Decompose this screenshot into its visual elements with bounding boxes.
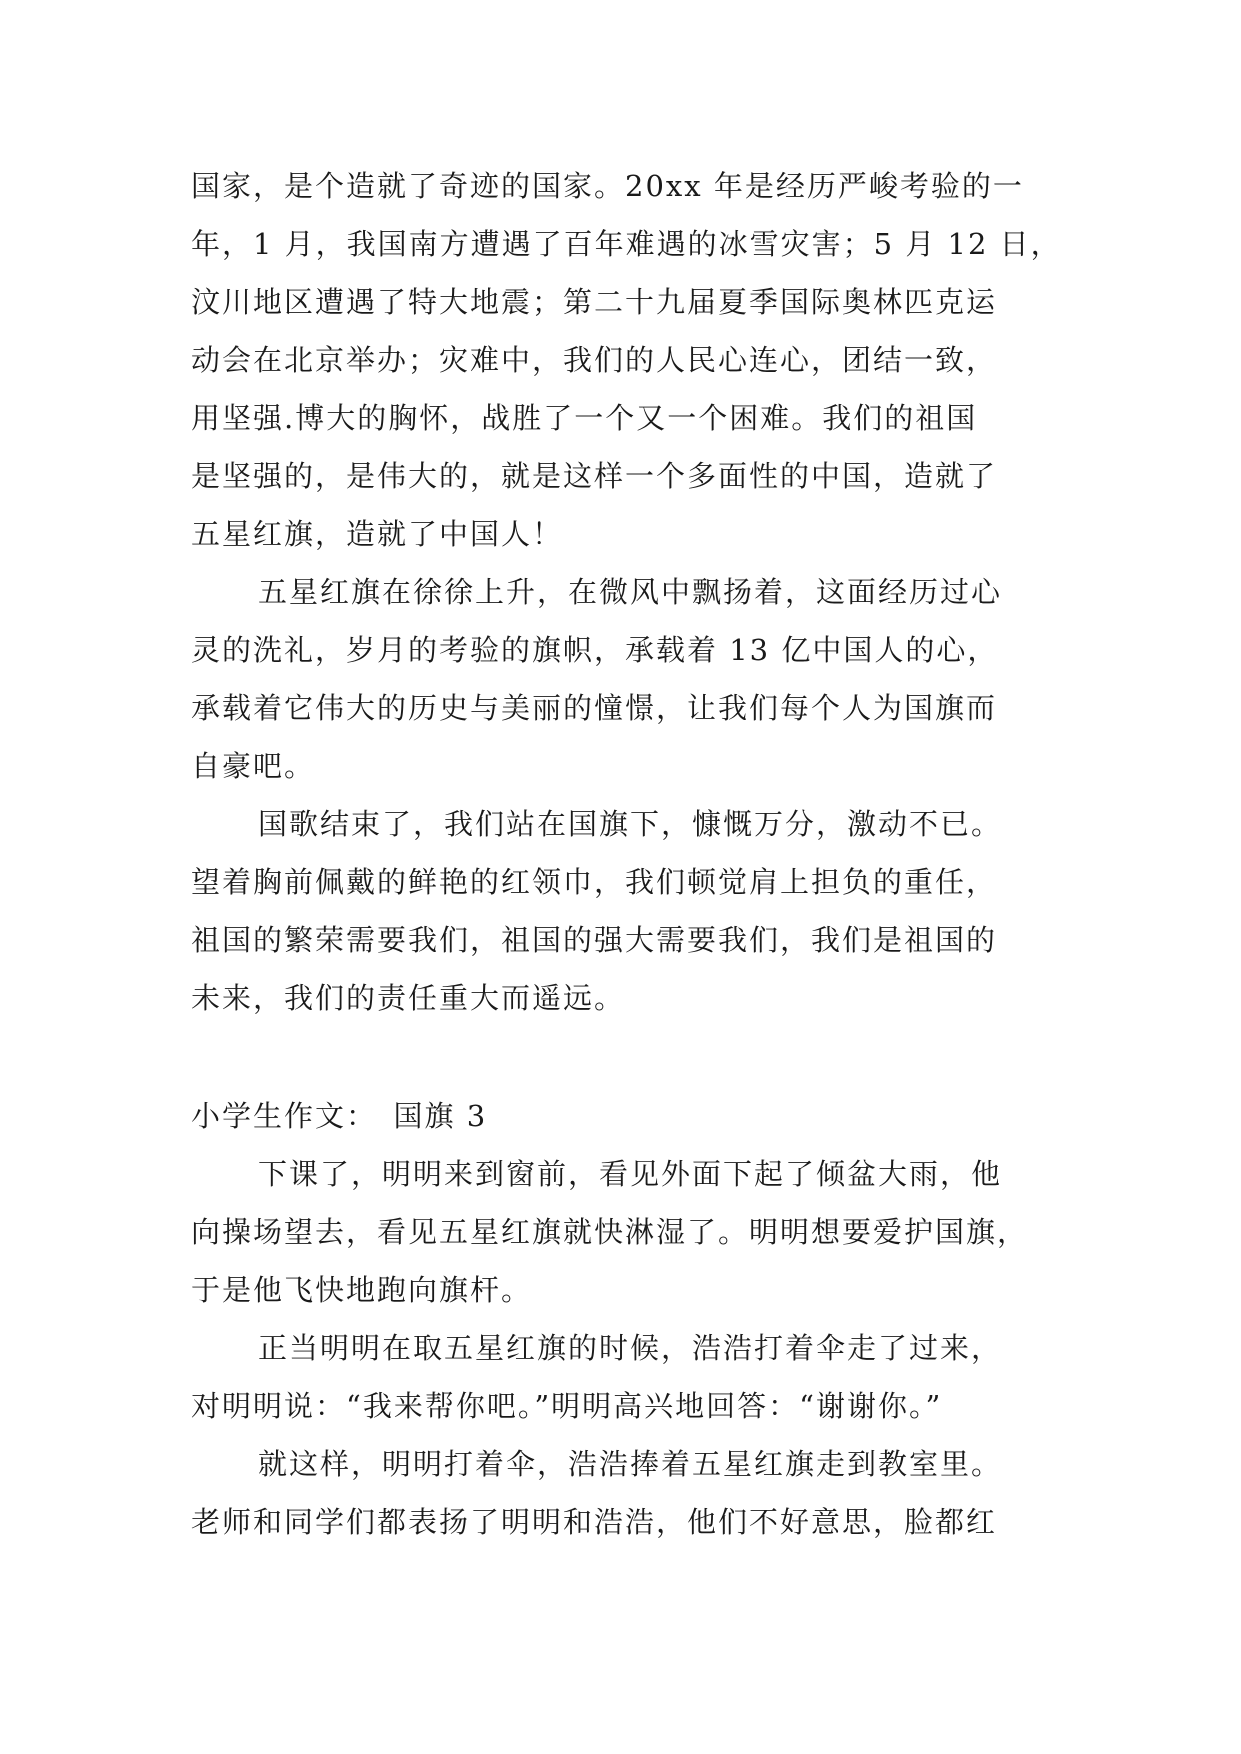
text-line: 汶川地区遭遇了特大地震；第二十九届夏季国际奥林匹克运 (191, 285, 998, 319)
text-line: 国歌结束了，我们站在国旗下，慷慨万分，激动不已。 (258, 807, 1003, 841)
text-line: 就这样，明明打着伞，浩浩捧着五星红旗走到教室里。 (258, 1447, 1003, 1481)
text-line: 自豪吧。 (191, 749, 316, 783)
text-line: 动会在北京举办；灾难中，我们的人民心连心，团结一致， (191, 343, 998, 377)
text-line: 祖国的繁荣需要我们，祖国的强大需要我们，我们是祖国的 (191, 923, 998, 957)
text-line: 年，1 月，我国南方遭遇了百年难遇的冰雪灾害；5 月 12 日， (191, 227, 1062, 261)
text-line: 五星红旗在徐徐上升，在微风中飘扬着，这面经历过心 (258, 575, 1003, 609)
text-line: 未来，我们的责任重大而遥远。 (191, 981, 626, 1015)
text-line: 承载着它伟大的历史与美丽的憧憬，让我们每个人为国旗而 (191, 691, 998, 725)
text-line: 灵的洗礼，岁月的考验的旗帜，承载着 13 亿中国人的心， (191, 633, 999, 667)
text-line: 国家，是个造就了奇迹的国家。20xx 年是经历严峻考验的一 (191, 169, 1024, 203)
text-line: 用坚强.博大的胸怀，战胜了一个又一个困难。我们的祖国 (191, 401, 978, 435)
text-line: 下课了，明明来到窗前，看见外面下起了倾盆大雨，他 (258, 1157, 1003, 1191)
text-line: 望着胸前佩戴的鲜艳的红领巾，我们顿觉肩上担负的重任， (191, 865, 998, 899)
text-line: 五星红旗，造就了中国人！ (191, 517, 564, 551)
text-line: 向操场望去，看见五星红旗就快淋湿了。明明想要爱护国旗， (191, 1215, 1029, 1249)
text-line: 是坚强的，是伟大的，就是这样一个多面性的中国，造就了 (191, 459, 998, 493)
text-line: 老师和同学们都表扬了明明和浩浩，他们不好意思，脸都红 (191, 1505, 998, 1539)
section-heading: 小学生作文： 国旗 3 (191, 1099, 488, 1133)
text-line: 对明明说：“我来帮你吧。”明明高兴地回答：“谢谢你。” (191, 1389, 943, 1423)
text-line: 正当明明在取五星红旗的时候，浩浩打着伞走了过来， (258, 1331, 1003, 1365)
text-line: 于是他飞快地跑向旗杆。 (191, 1273, 533, 1307)
